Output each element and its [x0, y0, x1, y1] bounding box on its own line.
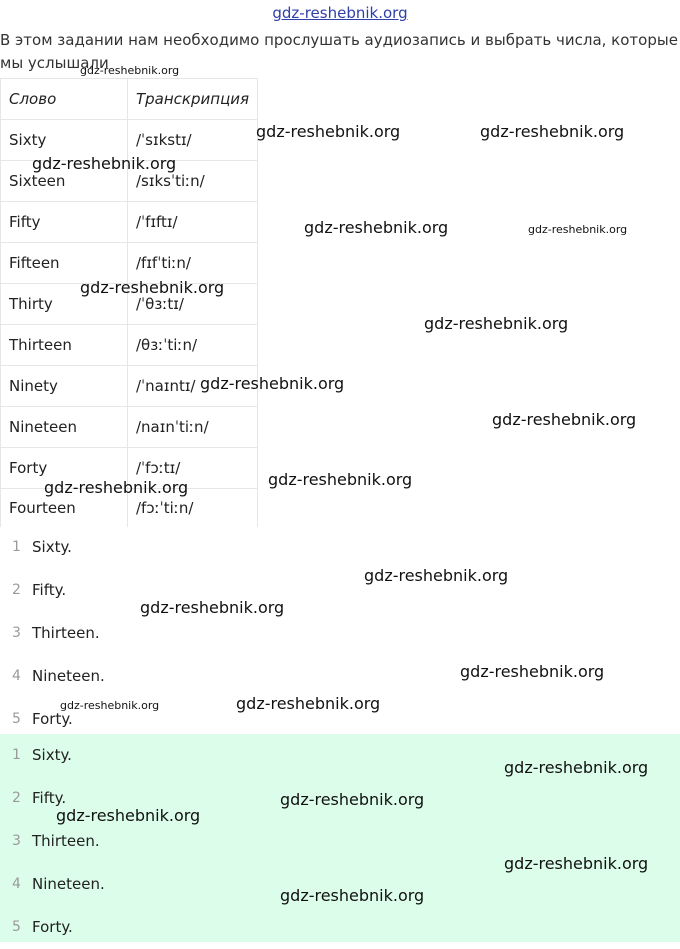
transcription-cell: /ˈsɪkstɪ/ — [128, 120, 258, 161]
table-header-row — [1, 79, 258, 120]
answer-number: 3 — [12, 833, 21, 849]
watermark: gdz-reshebnik.org — [364, 566, 509, 585]
word-cell: Thirteen — [1, 325, 128, 366]
table-row — [1, 202, 258, 243]
answer-text: Nineteen. — [32, 875, 105, 893]
transcription-cell: /ˈfɪftɪ/ — [128, 202, 258, 243]
watermark: gdz-reshebnik.org — [304, 218, 449, 237]
list-number: 5 — [12, 711, 21, 727]
word-cell: Sixty — [1, 120, 128, 161]
watermark: gdz-reshebnik.org — [424, 314, 569, 333]
vocabulary-table — [0, 78, 258, 527]
watermark: gdz-reshebnik.org — [480, 122, 625, 141]
transcription-cell: /fɔːˈtiːn/ — [128, 489, 258, 528]
transcription-cell: /ˈnaɪntɪ/ — [128, 366, 258, 407]
watermark: gdz-reshebnik.org — [32, 154, 177, 173]
site-header-link[interactable]: gdz-reshebnik.org — [272, 4, 408, 22]
column-header-transcription: Транскрипция — [128, 79, 258, 120]
watermark: gdz-reshebnik.org — [504, 854, 649, 873]
list-text: Sixty. — [32, 538, 72, 556]
watermark: gdz-reshebnik.org — [236, 694, 381, 713]
word-cell: Sixteen — [1, 161, 128, 202]
answer-text: Thirteen. — [32, 832, 100, 850]
transcription-cell: /naɪnˈtiːn/ — [128, 407, 258, 448]
list-text: Forty. — [32, 710, 73, 728]
watermark: gdz-reshebnik.org — [80, 64, 180, 77]
list-item — [0, 526, 680, 569]
watermark: gdz-reshebnik.org — [504, 758, 649, 777]
watermark: gdz-reshebnik.org — [280, 886, 425, 905]
list-text: Thirteen. — [32, 624, 100, 642]
watermark: gdz-reshebnik.org — [460, 662, 605, 681]
answer-text: Fifty. — [32, 789, 67, 807]
transcription-cell: /θɜːˈtiːn/ — [128, 325, 258, 366]
list-item — [0, 612, 680, 655]
watermark: gdz-reshebnik.org — [44, 478, 189, 497]
list-number: 1 — [12, 539, 21, 555]
intro-text: В этом задании нам необходимо прослушать аудиозапись и выбрать числа, которые мы услышали — [0, 31, 678, 72]
answer-number: 2 — [12, 790, 21, 806]
answer-text: Forty. — [32, 918, 73, 936]
watermark: gdz-reshebnik.org — [280, 790, 425, 809]
word-cell: Forty — [1, 448, 128, 489]
answer-number: 1 — [12, 747, 21, 763]
watermark: gdz-reshebnik.org — [528, 223, 628, 236]
word-cell: Fifteen — [1, 243, 128, 284]
answer-number: 5 — [12, 919, 21, 935]
list-text: Fifty. — [32, 581, 67, 599]
word-cell: Fifty — [1, 202, 128, 243]
watermark: gdz-reshebnik.org — [80, 278, 225, 297]
watermark: gdz-reshebnik.org — [56, 806, 201, 825]
list-number: 4 — [12, 668, 21, 684]
transcription-cell: /ˈfɔːtɪ/ — [128, 448, 258, 489]
table-row — [1, 407, 258, 448]
list-text: Nineteen. — [32, 667, 105, 685]
watermark: gdz-reshebnik.org — [492, 410, 637, 429]
watermark: gdz-reshebnik.org — [200, 374, 345, 393]
watermark: gdz-reshebnik.org — [256, 122, 401, 141]
answer-text: Sixty. — [32, 746, 72, 764]
watermark: gdz-reshebnik.org — [140, 598, 285, 617]
list-number: 2 — [12, 582, 21, 598]
watermark: gdz-reshebnik.org — [268, 470, 413, 489]
list-item — [0, 569, 680, 612]
column-header-word: Слово — [1, 79, 128, 120]
answer-item — [0, 906, 680, 949]
transcription-cell: /ˈθɜːtɪ/ — [128, 284, 258, 325]
word-cell: Ninety — [1, 366, 128, 407]
watermark: gdz-reshebnik.org — [60, 699, 160, 712]
word-cell: Thirty — [1, 284, 128, 325]
transcription-cell: /fɪfˈtiːn/ — [128, 243, 258, 284]
word-cell: Fourteen — [1, 489, 128, 528]
answer-number: 4 — [12, 876, 21, 892]
word-cell: Nineteen — [1, 407, 128, 448]
table-row — [1, 325, 258, 366]
transcription-cell: /sɪksˈtiːn/ — [128, 161, 258, 202]
list-number: 3 — [12, 625, 21, 641]
